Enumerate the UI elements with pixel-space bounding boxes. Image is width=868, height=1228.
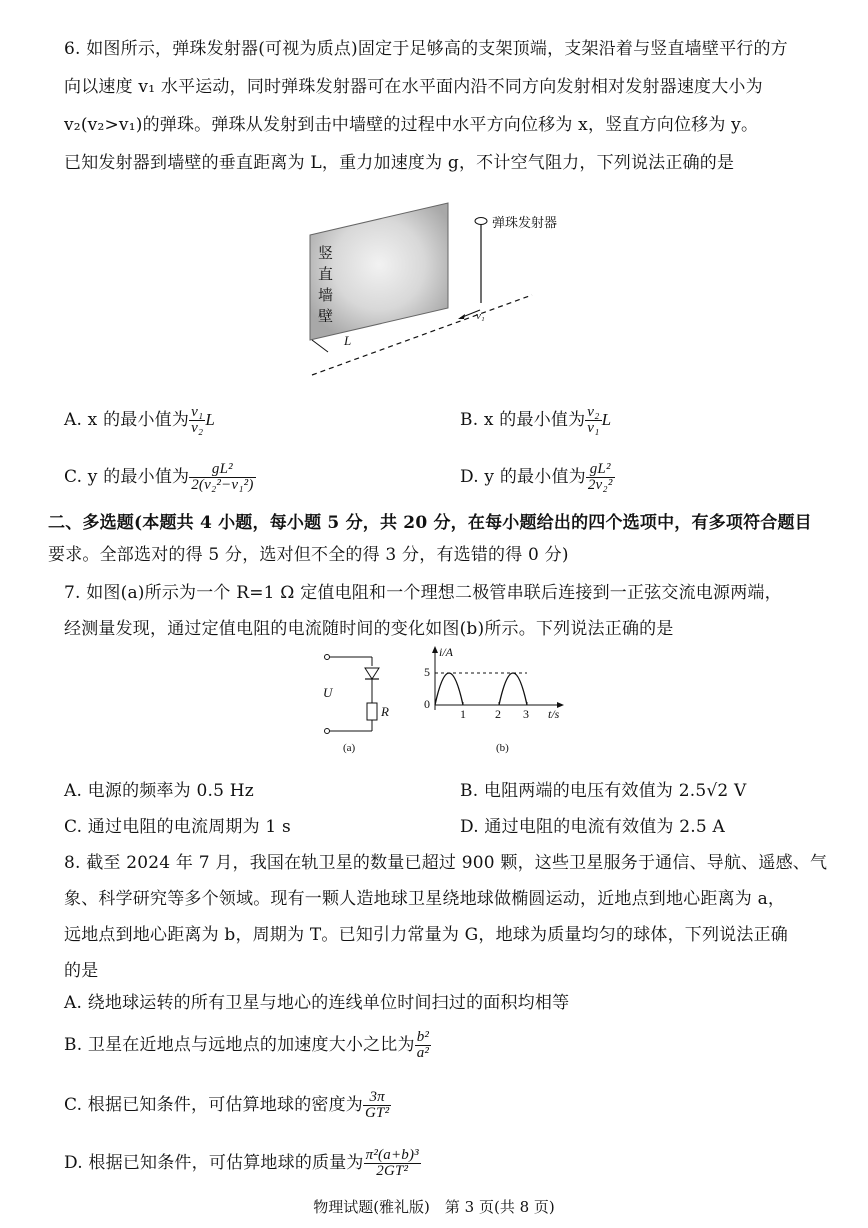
q6-figure <box>300 200 620 385</box>
q8-option-d: D. 根据已知条件，可估算地球的质量为 $\frac{\text{π²(a+b)³}}{\text{2GT²}}$ <box>64 1147 419 1179</box>
half-wave-2 <box>499 673 527 705</box>
velocity-label-v1: v₁ <box>476 310 485 322</box>
section2-line-2: 要求。全部选对的得 5 分，选对但不全的得 3 分，有选错的得 0 分) <box>48 545 569 565</box>
q6-option-a: A. x 的最小值为 $\frac{\text{v₁}}{\text{v₂}}$ L <box>64 404 216 436</box>
q7-line-1: 7. 如图(a)所示为一个 R=1 Ω 定值电阻和一个理想二极管串联后连接到一正弦交流电源两端， <box>64 583 782 603</box>
q6-line-1: 6. 如图所示，弹珠发射器(可视为质点)固定于足够高的支架顶端，支架沿着与竖直墙壁平行的方 <box>64 39 788 59</box>
launcher-label: 弹珠发射器 <box>492 216 558 231</box>
q8-option-a: A. 绕地球运转的所有卫星与地心的连线单位时间扫过的面积均相等 <box>64 993 570 1013</box>
graph-origin: 0 <box>424 697 430 711</box>
section2-line-1: 二、多选题(本题共 4 小题，每小题 5 分，共 20 分，在每小题给出的四个选项中，有多项符合题目 <box>48 513 812 533</box>
q6-option-b: B. x 的最小值为 $\frac{\text{v₂}}{\text{v₁}}$ L <box>460 404 612 436</box>
q6-option-d: D. y 的最小值为 $\frac{\text{gL²}}{\text{2v₂²}}$ <box>460 461 613 493</box>
q7-option-d: D. 通过电阻的电流有效值为 2.5 A <box>460 817 725 837</box>
q7-line-2: 经测量发现，通过定值电阻的电流随时间的变化如图(b)所示。下列说法正确的是 <box>64 619 674 639</box>
graph-xlabel: t/s <box>548 707 560 721</box>
circuit-label-u: U <box>323 685 333 700</box>
graph-ylabel: i/A <box>439 645 453 659</box>
graph-tick-2: 2 <box>495 707 501 721</box>
graph-tick-5: 5 <box>424 665 430 679</box>
q8-line-4: 的是 <box>64 961 99 981</box>
q8-line-3: 远地点到地心距离为 b，周期为 T。已知引力常量为 G，地球为质量均匀的球体，下列说法正确 <box>64 925 789 945</box>
fig-b-caption: (b) <box>496 742 509 754</box>
q7-option-a: A. 电源的频率为 0.5 Hz <box>64 781 254 801</box>
distance-label-L: L <box>344 333 352 348</box>
q8-option-b: B. 卫星在近地点与远地点的加速度大小之比为 $\frac{\text{b²}}{\text{a²}}$ <box>64 1029 430 1061</box>
page-footer: 物理试题(雅礼版) 第 3 页(共 8 页) <box>313 1198 555 1216</box>
diode-icon <box>365 668 379 679</box>
q8-line-2: 象、科学研究等多个领域。现有一颗人造地球卫星绕地球做椭圆运动，近地点到地心距离为 a， <box>64 889 786 909</box>
dimension-line-L <box>312 340 328 352</box>
q6-line-4: 已知发射器到墙壁的垂直距离为 L，重力加速度为 g，不计空气阻力，下列说法正确的是 <box>64 153 735 173</box>
half-wave-1 <box>435 673 463 705</box>
q7-option-c: C. 通过电阻的电流周期为 1 s <box>64 817 291 837</box>
wall-label: 竖 直 墙 壁 <box>318 246 334 325</box>
launcher-icon <box>475 218 487 225</box>
fig-a-caption: (a) <box>343 742 356 754</box>
q8-option-c: C. 根据已知条件，可估算地球的密度为 $\frac{3\pi}{\text{GT²}}$ <box>64 1089 390 1121</box>
q7-option-b: B. 电阻两端的电压有效值为 2.5√2 V <box>460 781 747 801</box>
graph-tick-3: 3 <box>523 707 529 721</box>
q6-line-2: 向以速度 v₁ 水平运动，同时弹珠发射器可在水平面内沿不同方向发射相对发射器速度大小为 <box>64 77 763 97</box>
q8-line-1: 8. 截至 2024 年 7 月，我国在轨卫星的数量已超过 900 颗，这些卫星服务于通信、导航、遥感、气 <box>64 853 828 873</box>
q6-option-c: C. y 的最小值为 $\frac{\text{gL²}}{\text{2(v₂²−v₁²)}}$ <box>64 461 254 493</box>
resistor-icon <box>367 703 377 720</box>
graph-tick-1: 1 <box>460 707 466 721</box>
q6-line-3: v₂(v₂>v₁)的弹珠。弹珠从发射到击中墙壁的过程中水平方向位移为 x，竖直方向位移为 y。 <box>64 115 759 135</box>
circuit-label-r: R <box>381 704 389 719</box>
